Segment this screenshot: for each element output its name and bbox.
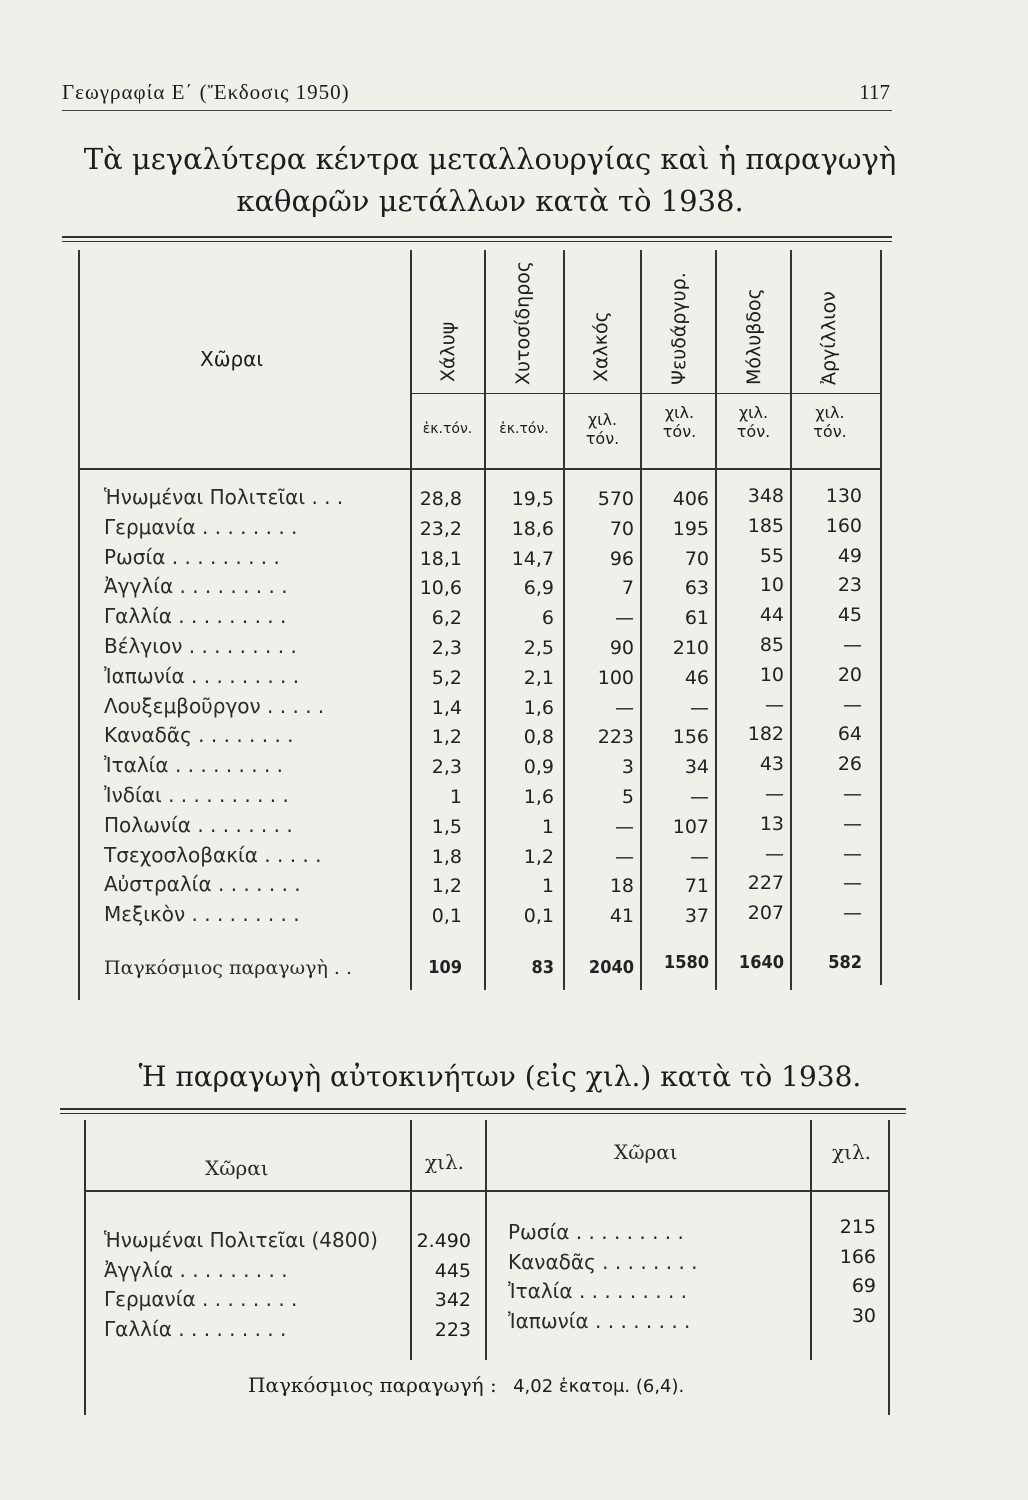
world-production (248, 1373, 684, 1397)
running-title: Γεωγραφία Ε΄ (Ἔκδοσις 1950) (62, 80, 350, 104)
table1-col-sep (484, 250, 486, 990)
total-value-pig-iron: 83 (531, 957, 554, 978)
country-name: Ἰνδίαι . . . . . . . . . . (104, 783, 289, 807)
value-steel: 1,2 (431, 875, 462, 898)
value-copper: — (615, 815, 634, 838)
world-production-label: Παγκόσμιος παραγωγή : (248, 1373, 497, 1397)
value-aluminium: — (843, 693, 862, 716)
value-zinc: 107 (672, 815, 709, 838)
page-header (62, 80, 892, 111)
country-name: Ρωσία . . . . . . . . . (104, 544, 280, 569)
value-pig-iron: 1,2 (523, 845, 554, 868)
value-copper: 3 (621, 756, 634, 779)
value-steel: 18,1 (419, 547, 462, 570)
unit-pig-iron: ἑκ.τόν. (499, 421, 549, 437)
value-aluminium: 130 (825, 485, 862, 507)
car-country-left: Γερμανία . . . . . . . . (104, 1287, 298, 1311)
value-zinc: 156 (672, 726, 709, 749)
countries-header: Χῶραι (200, 347, 264, 371)
country-name: Πολωνία . . . . . . . . (104, 812, 293, 837)
country-name: Λουξεμβοῦργον . . . . . (104, 693, 325, 718)
unit-lead: χιλ. τόν. (736, 403, 771, 441)
unit-zinc: χιλ. τόν. (662, 403, 697, 441)
country-name: Ἰταλία . . . . . . . . . (104, 753, 284, 778)
country-name: Αὐστραλία . . . . . . . (104, 872, 301, 897)
value-aluminium: 23 (837, 574, 862, 597)
value-pig-iron: 0,9 (523, 756, 554, 779)
value-steel: 2,3 (431, 637, 462, 659)
value-steel: 28,8 (419, 488, 462, 510)
country-name: Γαλλία . . . . . . . . . (104, 604, 287, 629)
value-pig-iron: 1 (541, 815, 554, 838)
value-pig-iron: 14,7 (511, 547, 554, 570)
value-pig-iron: 2,1 (523, 666, 554, 689)
car-value-right: 30 (851, 1304, 876, 1327)
country-name: Ἡνωμέναι Πολιτεῖαι . . . (104, 485, 344, 509)
value-zinc: — (690, 786, 709, 808)
value-lead: 207 (747, 902, 784, 925)
value-aluminium: 45 (837, 604, 862, 627)
column-header-lead: Μόλυβδος (743, 288, 765, 385)
table2-unit-header-left: χιλ. (425, 1150, 464, 1174)
car-value-right: 69 (851, 1275, 876, 1297)
value-copper: 96 (609, 547, 634, 570)
value-lead: — (765, 693, 784, 716)
value-lead: 43 (759, 753, 784, 776)
value-pig-iron: 0,1 (523, 905, 554, 928)
value-steel: 1,5 (431, 815, 462, 838)
value-zinc: 70 (684, 547, 709, 570)
car-country-right: Καναδᾶς . . . . . . . . (508, 1249, 698, 1274)
value-steel: 23,2 (419, 517, 462, 540)
column-header-pig-iron: Χυτοσίδηρος (512, 260, 534, 385)
value-lead: 55 (759, 544, 784, 567)
value-zinc: 61 (684, 607, 709, 630)
value-lead: 10 (759, 574, 784, 597)
unit-steel: ἑκ.τόν. (422, 421, 473, 437)
country-name: Ἀγγλία . . . . . . . . . (104, 574, 288, 599)
value-aluminium: 160 (825, 514, 862, 537)
value-steel: 10,6 (419, 577, 462, 600)
value-steel: 5,2 (431, 666, 462, 689)
car-country-left: Ἡνωμέναι Πολιτεῖαι (4800) (104, 1228, 378, 1252)
page-number: 117 (859, 80, 890, 104)
car-value-right: 166 (839, 1245, 876, 1268)
total-value-aluminium: 582 (828, 952, 862, 973)
value-copper: 7 (621, 577, 634, 600)
value-steel: 1,2 (431, 726, 462, 749)
country-name: Βέλγιον . . . . . . . . . (104, 634, 297, 658)
country-name: Μεξικὸν . . . . . . . . . (104, 902, 300, 927)
table1-unit-rule (410, 393, 880, 394)
car-country-right: Ἰταλία . . . . . . . . . (508, 1279, 688, 1303)
value-pig-iron: 1 (541, 875, 554, 898)
table2-title: Ἡ παραγωγὴ αὐτοκινήτων (εἰς χιλ.) κατὰ τὸ 1938. (138, 1060, 862, 1093)
value-aluminium: — (843, 842, 862, 865)
total-value-copper: 2040 (588, 957, 634, 978)
value-copper: — (615, 845, 634, 868)
total-value-zinc: 1580 (663, 952, 709, 973)
unit-aluminium: χιλ. τόν. (813, 403, 847, 441)
table2-left-border (84, 1120, 86, 1415)
car-value-left: 342 (434, 1289, 471, 1311)
country-name: Ἰαπωνία . . . . . . . . . (104, 663, 300, 688)
total-label: Παγκόσμιος παραγωγὴ . . (104, 957, 353, 979)
value-pig-iron: 2,5 (523, 637, 554, 659)
value-zinc: — (690, 696, 709, 719)
table1-right-border (880, 250, 882, 985)
table2-header-rule (84, 1190, 888, 1192)
value-steel: 6,2 (431, 607, 462, 630)
value-aluminium: 26 (837, 753, 862, 776)
value-lead: 85 (759, 634, 784, 656)
value-steel: 2,3 (431, 756, 462, 779)
table2-top-rule (60, 1108, 906, 1110)
value-zinc: — (690, 845, 709, 868)
total-value-lead: 1640 (738, 952, 784, 973)
table2-col-sep (485, 1120, 487, 1360)
table2-unit-header-right: χιλ. (832, 1140, 871, 1164)
total-value-steel: 109 (428, 957, 462, 978)
value-copper: 223 (597, 726, 634, 749)
value-copper: 70 (609, 517, 634, 540)
value-pig-iron: 1,6 (523, 786, 554, 808)
value-pig-iron: 1,6 (523, 696, 554, 719)
value-lead: 348 (747, 485, 784, 507)
value-copper: 100 (597, 666, 634, 689)
table2-countries-header-right: Χῶραι (614, 1140, 678, 1164)
table2-countries-header-left: Χῶραι (205, 1156, 269, 1180)
value-zinc: 46 (684, 666, 709, 689)
value-lead: 13 (759, 812, 784, 835)
value-copper: 41 (609, 905, 634, 928)
value-lead: 10 (759, 663, 784, 686)
value-zinc: 37 (684, 905, 709, 928)
table1-top-rule-thin (62, 241, 892, 242)
value-pig-iron: 0,8 (523, 726, 554, 749)
car-value-left: 445 (434, 1259, 471, 1282)
value-steel: 1,4 (431, 696, 462, 719)
value-aluminium: 49 (837, 544, 862, 567)
car-value-left: 2.490 (416, 1230, 471, 1252)
value-lead: — (765, 842, 784, 865)
value-copper: 18 (609, 875, 634, 898)
car-value-right: 215 (839, 1216, 876, 1238)
value-copper: — (615, 696, 634, 719)
table1-left-border (78, 250, 80, 1000)
car-country-left: Ἀγγλία . . . . . . . . . (104, 1257, 288, 1282)
value-zinc: 195 (672, 517, 709, 540)
value-pig-iron: 18,6 (511, 517, 554, 540)
car-country-right: Ἰαπωνία . . . . . . . . (508, 1308, 691, 1333)
value-aluminium: — (843, 783, 862, 805)
value-lead: 182 (747, 723, 784, 746)
value-lead: 185 (747, 514, 784, 537)
value-zinc: 63 (684, 577, 709, 600)
value-copper: — (615, 607, 634, 630)
value-aluminium: — (843, 634, 862, 656)
value-lead: 44 (759, 604, 784, 627)
value-zinc: 210 (672, 637, 709, 659)
car-country-right: Ρωσία . . . . . . . . . (508, 1220, 684, 1244)
column-header-zinc: Ψευδάργυρ. (668, 272, 690, 385)
value-copper: 570 (597, 488, 634, 510)
value-aluminium: 64 (837, 723, 862, 746)
value-lead: 227 (747, 872, 784, 895)
car-value-left: 223 (434, 1318, 471, 1341)
table1-header-rule (78, 468, 880, 470)
value-steel: 1 (449, 786, 462, 808)
value-aluminium: 20 (837, 663, 862, 686)
value-pig-iron: 6 (541, 607, 554, 630)
value-zinc: 71 (684, 875, 709, 898)
value-zinc: 406 (672, 488, 709, 510)
column-header-copper: Χαλκός (590, 311, 612, 382)
table2-right-border (888, 1120, 890, 1415)
country-name: Καναδᾶς . . . . . . . . (104, 723, 294, 748)
value-aluminium: — (843, 902, 862, 925)
table1-title: Τὰ μεγαλύτερα κέντρα μεταλλουργίας καὶ ἡ παραγωγὴ καθαρῶν μετάλλων κατὰ τὸ 1938. (83, 142, 897, 218)
table2-top-rule-thin (60, 1113, 906, 1114)
country-name: Γερμανία . . . . . . . . (104, 514, 298, 539)
table1-top-rule (62, 236, 892, 238)
value-copper: 90 (609, 637, 634, 659)
value-zinc: 34 (684, 756, 709, 779)
value-steel: 1,8 (431, 845, 462, 868)
value-pig-iron: 6,9 (523, 577, 554, 600)
value-aluminium: — (843, 872, 862, 895)
column-header-steel: Χάλυψ (437, 321, 459, 382)
car-country-left: Γαλλία . . . . . . . . . (104, 1316, 287, 1341)
value-lead: — (765, 783, 784, 805)
value-copper: 5 (621, 786, 634, 808)
column-header-aluminium: Ἀργίλλιον (818, 291, 840, 385)
unit-copper: χιλ. τόν. (585, 410, 620, 448)
value-pig-iron: 19,5 (511, 488, 554, 510)
world-production-value: 4,02 ἑκατομ. (6,4). (513, 1376, 685, 1397)
value-aluminium: — (843, 812, 862, 835)
value-steel: 0,1 (431, 905, 462, 928)
country-name: Τσεχοσλοβακία . . . . . (104, 842, 322, 867)
